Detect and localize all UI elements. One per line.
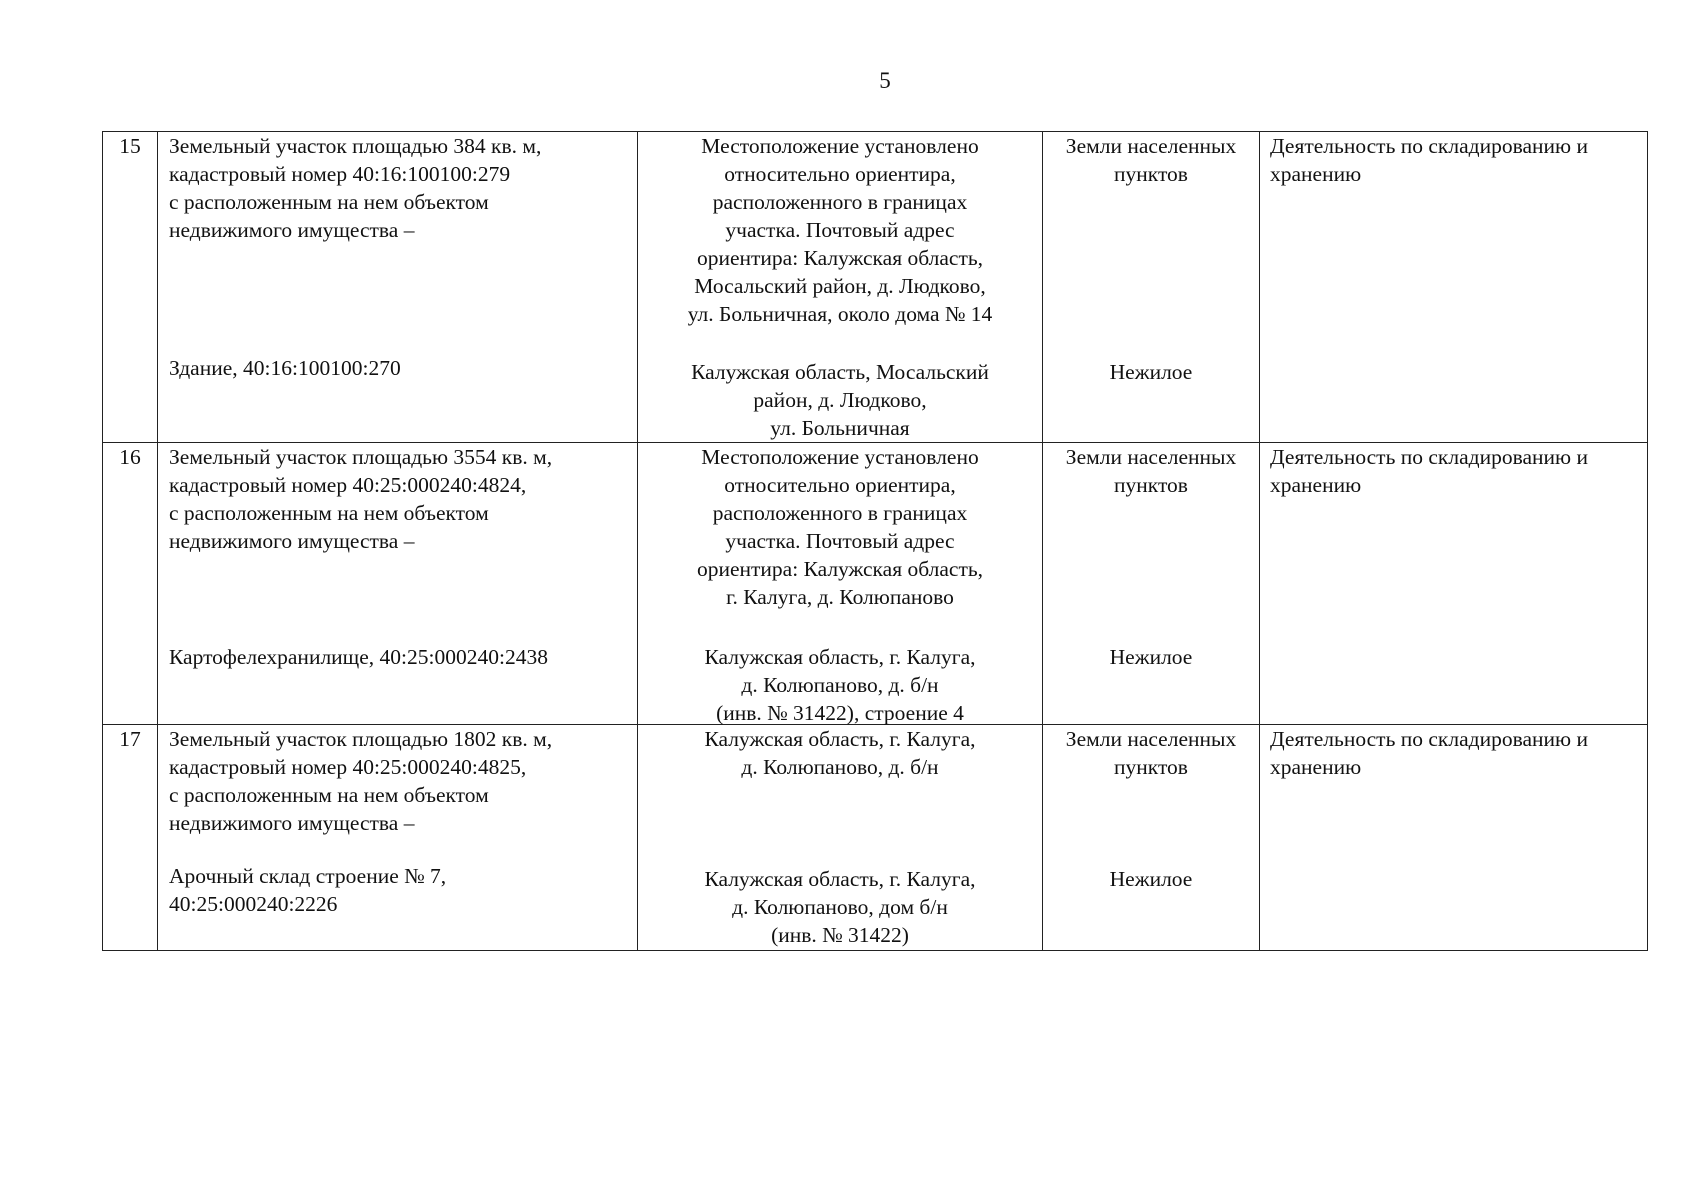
table-row bbox=[103, 443, 1648, 725]
building-location: Калужская область, г. Калуга, д. Колюпаново, дом б/н (инв. № 31422) bbox=[704, 867, 976, 947]
land-description: Земельный участок площадью 1802 кв. м, кадастровый номер 40:25:000240:4825, с расположенным на нем объектом недвижимого имущества – bbox=[169, 727, 553, 835]
category-cell bbox=[1043, 132, 1260, 443]
category-cell bbox=[1043, 725, 1260, 951]
land-description: Земельный участок площадью 3554 кв. м, кадастровый номер 40:25:000240:4824, с расположенным на нем объектом недвижимого имущества – bbox=[169, 445, 553, 553]
building-description: Картофелехранилище, 40:25:000240:2438 bbox=[169, 645, 548, 669]
page-number: 5 bbox=[879, 68, 891, 93]
use-cell bbox=[1260, 725, 1648, 951]
land-category: Земли населенных пунктов bbox=[1065, 445, 1237, 497]
land-category: Земли населенных пунктов bbox=[1065, 134, 1237, 186]
land-description: Земельный участок площадью 384 кв. м, кадастровый номер 40:16:100100:279 с расположенным на нем объектом недвижимого имущества – bbox=[169, 134, 542, 242]
row-number: 15 bbox=[103, 132, 158, 443]
row-number: 16 bbox=[103, 443, 158, 725]
land-location: Местоположение установлено относительно ориентира, расположенного в границах участка. Почтовый адрес ориентира: Калужская область, Мосальский район, д. Людково, ул. Больничная, около дома № 14 bbox=[687, 134, 993, 326]
permitted-use: Деятельность по складированию и хранению bbox=[1270, 727, 1588, 779]
location-cell bbox=[638, 443, 1043, 725]
building-category: Нежилое bbox=[1109, 867, 1193, 891]
land-category: Земли населенных пунктов bbox=[1065, 727, 1237, 779]
building-location: Калужская область, Мосальский район, д. Людково, ул. Больничная bbox=[691, 360, 989, 440]
object-cell bbox=[158, 725, 638, 951]
permitted-use: Деятельность по складированию и хранению bbox=[1270, 134, 1588, 186]
building-category: Нежилое bbox=[1109, 360, 1193, 384]
row-number: 17 bbox=[103, 725, 158, 951]
table-row bbox=[103, 132, 1648, 443]
land-location: Местоположение установлено относительно ориентира, расположенного в границах участка. Почтовый адрес ориентира: Калужская область, г. Калуга, д. Колюпаново bbox=[696, 445, 984, 609]
building-description: Здание, 40:16:100100:270 bbox=[169, 356, 401, 380]
land-location: Калужская область, г. Калуга, д. Колюпаново, д. б/н bbox=[704, 727, 976, 779]
object-cell bbox=[158, 132, 638, 443]
location-cell bbox=[638, 725, 1043, 951]
location-cell bbox=[638, 132, 1043, 443]
permitted-use: Деятельность по складированию и хранению bbox=[1270, 445, 1588, 497]
building-location: Калужская область, г. Калуга, д. Колюпаново, д. б/н (инв. № 31422), строение 4 bbox=[704, 645, 976, 725]
table-row bbox=[103, 725, 1648, 951]
use-cell bbox=[1260, 132, 1648, 443]
building-description: Арочный склад строение № 7, 40:25:000240:2226 bbox=[169, 864, 447, 916]
use-cell bbox=[1260, 443, 1648, 725]
building-category: Нежилое bbox=[1109, 645, 1193, 669]
property-table bbox=[102, 131, 1648, 951]
category-cell bbox=[1043, 443, 1260, 725]
object-cell bbox=[158, 443, 638, 725]
